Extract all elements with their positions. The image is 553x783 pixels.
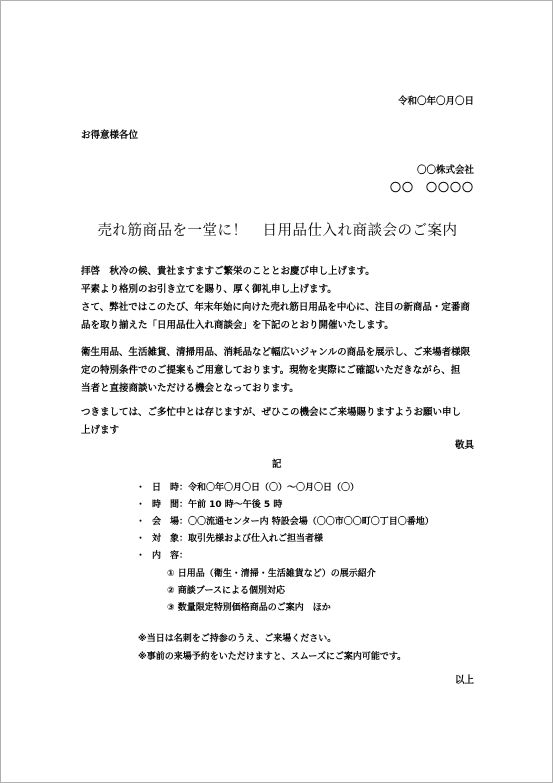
sender-company: 〇〇株式会社 xyxy=(416,165,474,176)
paragraph-announcement xyxy=(81,299,481,335)
closing-ijou: 以上 xyxy=(454,675,474,686)
event-item xyxy=(136,497,282,510)
content-item: ③ 数量限定特別価格商品のご案内 ほか xyxy=(167,603,331,613)
paragraph-line: つきましては、ご多忙中とは存じますが、ぜひこの機会にご来場賜りますようお願い申し xyxy=(81,407,462,418)
item-text: 会 場：〇〇流通センター内 特設会場（〇〇市〇〇町〇丁目〇番地） xyxy=(152,517,434,527)
content-item: ① 日用品（衛生・清掃・生活雑貨など）の展示紹介 xyxy=(167,569,376,579)
bullet: ・ xyxy=(136,500,146,510)
event-item xyxy=(136,480,359,493)
paragraph-request xyxy=(81,404,481,440)
event-item xyxy=(136,531,323,544)
item-text: 内 容： xyxy=(152,551,189,561)
event-item xyxy=(136,514,434,527)
note: ※当日は名刺をご持参のうえ、ご来場ください。 xyxy=(138,634,337,644)
paragraph-line: 上げます xyxy=(81,425,120,436)
paragraph-line: 当者と直接商談いただける機会となっております。 xyxy=(81,383,299,394)
event-item xyxy=(136,548,188,561)
bullet: ・ xyxy=(136,517,146,527)
ki-heading: 記 xyxy=(272,459,282,470)
recipient: お得意様各位 xyxy=(81,130,139,141)
paragraph-line: 平素より格別のお引き立てを賜り、厚く御礼申し上げます。 xyxy=(81,284,337,295)
paragraph-line: さて、弊社ではこのたび、年末年始に向けた売れ筋日用品を中心に、注目の新商品・定番商 xyxy=(81,302,470,313)
paragraph-line: 拝啓 秋冷の候、貴社ますますご繁栄のこととお慶び申し上げます。 xyxy=(81,266,375,277)
paragraph-line: 衛生用品、生活雑貨、清掃用品、消耗品など幅広いジャンルの商品を展示し、ご来場者様限 xyxy=(81,347,471,358)
paragraph-details xyxy=(81,344,481,398)
sender-name: 〇〇 〇〇〇〇 xyxy=(390,181,474,194)
paragraph-line: 定の特別条件でのご提案もご用意しております。現物を実際にご確認いただきながら、担 xyxy=(81,365,461,376)
paragraph-line: 品を取り揃えた「日用品仕入れ商談会」を下記のとおり開催いたします。 xyxy=(81,320,394,331)
note: ※事前の来場予約をいただけますと、スムーズにご案内可能です。 xyxy=(138,652,407,662)
document-date: 令和〇年〇月〇日 xyxy=(397,96,474,107)
bullet: ・ xyxy=(136,534,146,544)
closing-keigu: 敬具 xyxy=(454,440,474,451)
paragraph-greeting xyxy=(81,263,481,299)
document-title: 売れ筋商品を一堂に！ 日用品仕入れ商談会のご案内 xyxy=(97,223,458,239)
item-text: 日 時：令和〇年〇月〇日（〇）～〇月〇日（〇） xyxy=(152,483,360,493)
item-text: 対 象：取引先様および仕入れご担当者様 xyxy=(152,534,324,544)
bullet: ・ xyxy=(136,551,146,561)
item-text: 時 間：午前 10 時～午後 5 時 xyxy=(152,500,283,510)
content-item: ② 商談ブースによる個別対応 xyxy=(167,586,286,596)
bullet: ・ xyxy=(136,483,146,493)
